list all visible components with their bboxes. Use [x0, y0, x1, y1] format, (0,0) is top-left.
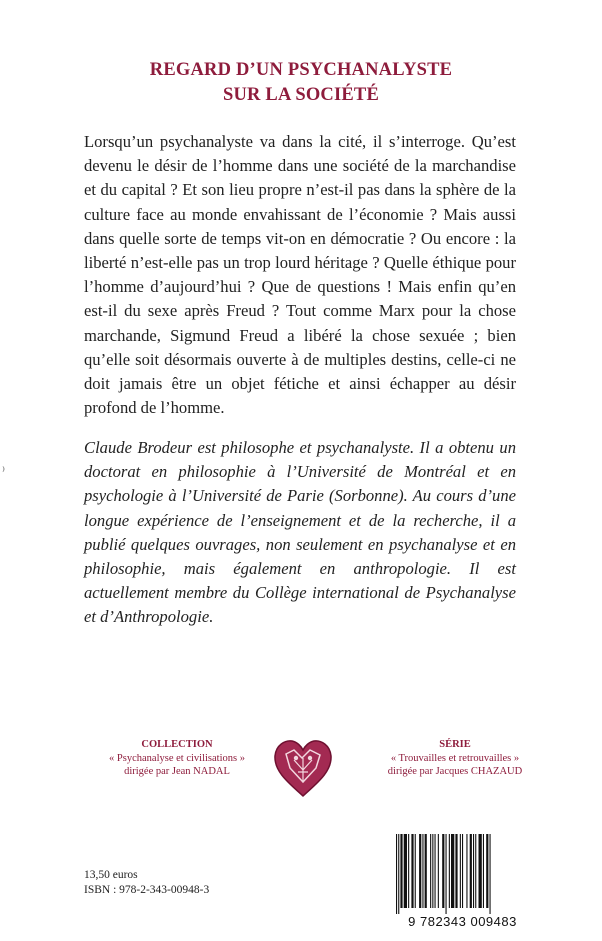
- barcode-bar: [419, 834, 421, 908]
- serie-name: « Trouvailles et retrouvailles »: [390, 752, 520, 764]
- barcode-bar: [432, 834, 433, 908]
- title-line-2: SUR LA SOCIÉTÉ: [223, 85, 379, 105]
- barcode-bar: [451, 834, 454, 908]
- barcode-bar: [460, 834, 461, 908]
- barcode-bar: [449, 834, 450, 908]
- barcode-bar: [396, 834, 397, 914]
- price-block: [84, 868, 209, 898]
- barcode-bar: [455, 834, 457, 908]
- barcode-bar: [425, 834, 427, 908]
- title-line-1: REGARD D’UN PSYCHANALYSTE: [149, 60, 453, 80]
- barcode-bar: [398, 834, 399, 914]
- collection-director: dirigée par Jean NADAL: [124, 766, 230, 778]
- barcode-bar: [430, 834, 431, 908]
- barcode-bar: [422, 834, 423, 908]
- barcode-bar: [490, 834, 491, 914]
- barcode-bar: [446, 834, 447, 914]
- barcode-bar: [438, 834, 439, 908]
- barcode-bar: [473, 834, 474, 908]
- book-title: [0, 58, 602, 108]
- barcode-bar: [479, 834, 482, 908]
- heart-emblem-icon: [272, 738, 334, 798]
- isbn-text: ISBN : 978-2-343-00948-3: [84, 884, 210, 896]
- barcode-bar: [466, 834, 467, 908]
- margin-mark: ⁾: [2, 464, 5, 478]
- barcode-bar: [483, 834, 484, 908]
- author-bio: Claude Brodeur est philosophe et psychanalyste. Il a obtenu un doctorat en philosophie à l’Université de Montréal et en psychologie à l’Université de Parie (Sorbonne). Au cours d’une longue expérience de l’enseignement et de la recherche, il a publié quelques ouvrages, non seulement en psychanalyse et en philosophie, mais également en anthropologie. Il est actuellement membre du Collège international de Psychanalyse et d’Anthropologie.: [84, 438, 516, 627]
- barcode-icon: [394, 834, 531, 914]
- barcode-bar: [411, 834, 413, 908]
- barcode-bar: [400, 834, 402, 908]
- price-text: 13,50 euros: [84, 869, 138, 881]
- serie-heading: SÉRIE: [439, 739, 471, 750]
- serie-director: dirigée par Jacques CHAZAUD: [387, 766, 523, 778]
- barcode-bar: [462, 834, 463, 908]
- serie-block: [360, 738, 550, 779]
- collection-block: [92, 738, 262, 779]
- barcode-bar: [486, 834, 488, 908]
- barcode-bar: [442, 834, 444, 908]
- barcode-bar: [470, 834, 472, 908]
- collection-name: « Psychanalyse et civilisations »: [109, 752, 245, 764]
- barcode-number: 9 782343 009483: [408, 914, 517, 929]
- barcode-bar: [408, 834, 409, 908]
- barcode-bar: [475, 834, 476, 908]
- barcode-bar: [415, 834, 416, 908]
- barcode-bar: [404, 834, 407, 908]
- summary-paragraph: Lorsqu’un psychanalyste va dans la cité, il s’interroge. Qu’est devenu le désir de l’homme dans une société de la marchandise et du capital ? Et son lieu propre n’est-il pas dans la sphère de la culture face au monde envahissant de l’économie ? Mais aussi dans quelle sorte de temps vit-on en démocratie ? Ou encore : la liberté n’est-elle pas un trop lourd héritage ? Quelle éthique pour l’homme d’aujourd’hui ? Que de questions ! Mais enfin qu’en est-il du sexe après Freud ? Tout comme Marx pour la chose marchande, Sigmund Freud a libéré la chose sexuée ; bien qu’elle soit désormais ouverte à de multiples destins, celle-ci ne doit jamais être un objet fétiche et ainsi échapper au désir profond de l’homme.: [84, 132, 516, 418]
- collection-heading: COLLECTION: [141, 739, 213, 750]
- barcode-bar: [435, 834, 436, 908]
